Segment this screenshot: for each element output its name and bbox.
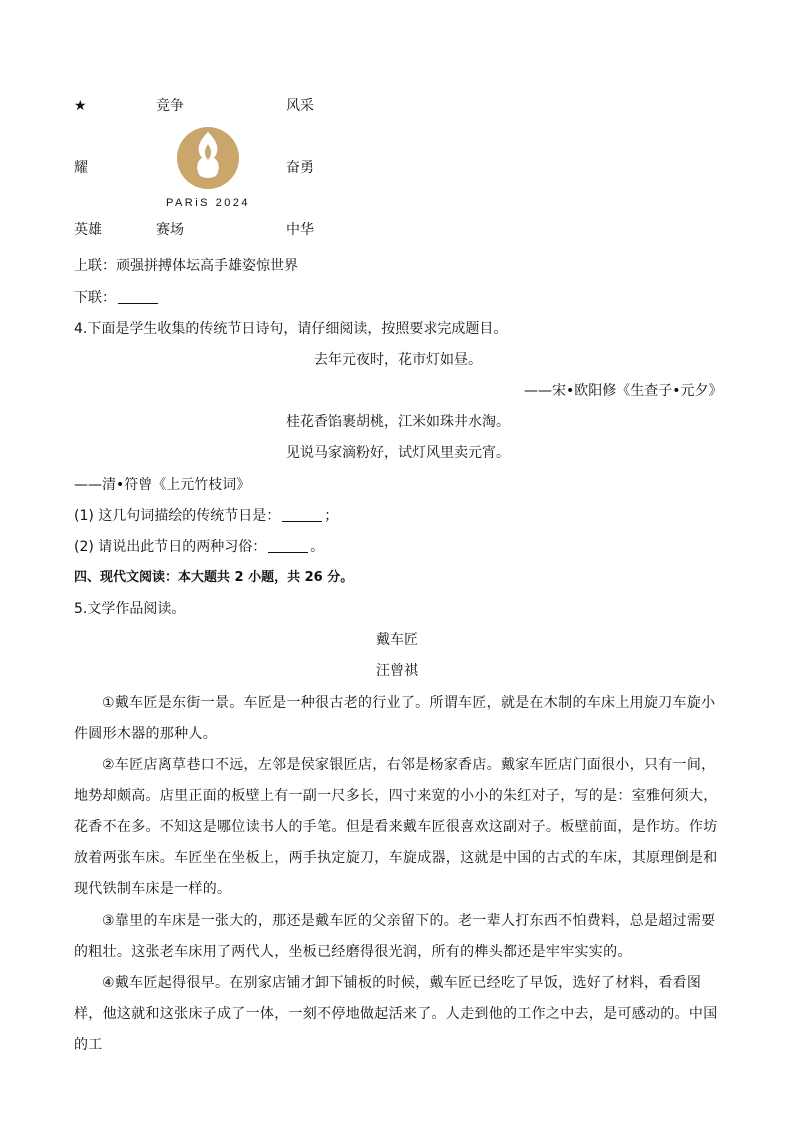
grid-cell-fenyong: 奋勇 [286,160,314,176]
article-paragraph-4: ④戴车匠起得很早。在别家店铺才卸下铺板的时候，戴车匠已经吃了早饭，选好了材料，看看图样，他这就和这张床子成了一体，一刻不停地做起活来了。人走到他的工作之中去，是可感动的。中国的工 [74,975,718,1053]
q4-poem1-line: 去年元夜时，花市灯如昼。 [314,352,482,368]
q4-sub2-text: (2) 请说出此节日的两种习俗： [74,539,267,555]
couplet-lower [74,288,160,308]
grid-cell-zhonghua: 中华 [286,222,314,238]
section-heading: 四、现代文阅读：本大题共 2 小题，共 26 分。 [74,570,354,585]
grid-cell-jingzheng: 竞争 [156,98,184,114]
article-title: 戴车匠 [376,632,418,648]
q4-poem1-source: ——宋•欧阳修《生查子•元夕》 [524,383,723,399]
q4-sub2 [74,537,324,557]
grid-cell-saichang: 赛场 [156,222,184,238]
grid-cell-yingxiong: 英雄 [74,222,102,238]
answer-blank[interactable] [268,538,308,553]
paris-2024-logo [158,126,258,210]
article-author: 汪曾祺 [376,663,418,679]
grid-cell-fengcai: 风采 [286,98,314,114]
grid-cell-star: ★ [74,98,87,114]
q4-poem2-source: ——清•符曾《上元竹枝词》 [74,477,251,493]
q4-poem2-line1: 桂花香馅裹胡桃，江米如珠井水淘。 [286,414,510,430]
q5-intro: 5.文学作品阅读。 [74,601,186,617]
answer-blank[interactable] [282,507,322,522]
q4-intro: 4.下面是学生收集的传统节日诗句，请仔细阅读，按照要求完成题目。 [74,321,508,337]
q4-sub1 [74,506,338,526]
answer-blank[interactable] [118,289,158,304]
q4-poem2-line2: 见说马家滴粉好，试灯风里卖元宵。 [286,445,510,461]
article-paragraph-1: ①戴车匠是东街一景。车匠是一种很古老的行业了。所谓车匠，就是在木制的车床上用旋刀车旋小件圆形木器的那种人。 [74,695,716,742]
q4-sub1-end: ； [324,508,339,524]
grid-cell-yao: 耀 [74,160,88,176]
q4-sub1-text: (1) 这几句词描绘的传统节日是： [74,508,281,524]
couplet-upper: 上联：顽强拼搏体坛高手雄姿惊世界 [74,258,298,274]
q4-sub2-end: 。 [310,539,325,555]
paris-2024-emblem-icon [158,126,258,210]
article-paragraph-3: ③靠里的车床是一张大的，那还是戴车匠的父亲留下的。老一辈人打东西不怕费料，总是超过需要的粗壮。这张老车床用了两代人，坐板已经磨得很光润，所有的榫头都还是牢牢实实的。 [74,913,716,960]
couplet-lower-label: 下联： [74,290,116,306]
article-paragraph-2: ②车匠店离草巷口不远，左邻是侯家银匠店，右邻是杨家香店。戴家车匠店门面很小，只有一间，地势却颇高。店里正面的板壁上有一副一尺多长，四寸来宽的小小的朱红对子，写的是：室雅何须大，花香不在多。不知这是哪位读书人的手笔。但是看来戴车匠很喜欢这副对子。板壁前面，是作坊。作坊放着两张车床。车匠坐在坐板上，两手执定旋刀，车旋成器，这就是中国的古式的车床，其原理倒是和现代铁制车床是一样的。 [74,757,718,897]
logo-lettering: PARiS 2024 [165,197,251,209]
